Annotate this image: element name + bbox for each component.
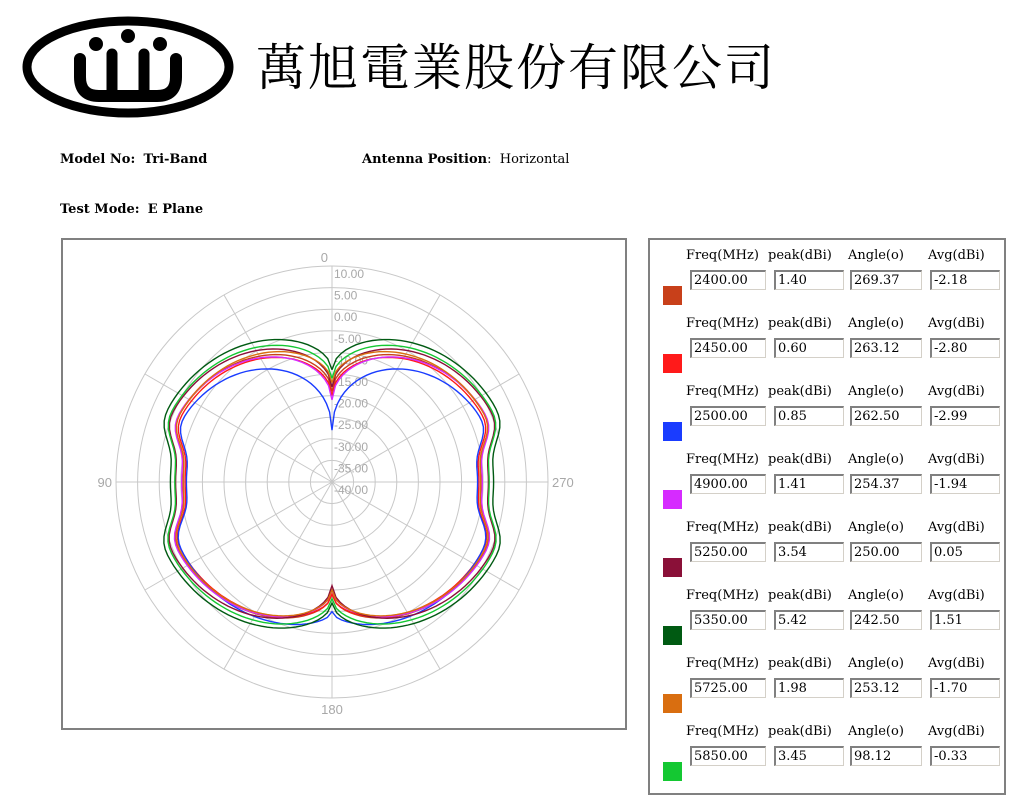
radial-tick-label: -30.00: [334, 439, 369, 454]
legend-header: peak(dBi): [768, 248, 832, 263]
legend-freq-field: 2500.00: [690, 406, 766, 426]
legend-header: peak(dBi): [768, 656, 832, 671]
legend-header: Avg(dBi): [928, 588, 985, 603]
grid-spoke: [332, 482, 440, 669]
legend-header: Angle(o): [848, 724, 904, 739]
legend-panel: [648, 238, 1006, 795]
legend-header: Avg(dBi): [928, 452, 985, 467]
legend-peak-field: 3.54: [774, 542, 844, 562]
legend-header: Angle(o): [848, 452, 904, 467]
grid-spoke: [332, 482, 519, 590]
angle-label: 180: [321, 702, 343, 717]
legend-freq-field: 2400.00: [690, 270, 766, 290]
legend-color-swatch: [663, 626, 682, 645]
legend-avg-field: 0.05: [930, 542, 1000, 562]
legend-color-swatch: [663, 762, 682, 781]
legend-avg-field: -2.18: [930, 270, 1000, 290]
polar-plot-frame: [61, 238, 627, 730]
legend-angle-field: 254.37: [850, 474, 922, 494]
legend-header: Avg(dBi): [928, 384, 985, 399]
legend-avg-field: -2.99: [930, 406, 1000, 426]
legend-header: Avg(dBi): [928, 248, 985, 263]
grid-spoke: [145, 374, 332, 482]
polar-plot: [63, 240, 625, 728]
legend-header: peak(dBi): [768, 316, 832, 331]
legend-header: Angle(o): [848, 588, 904, 603]
radial-tick-label: 5.00: [334, 288, 358, 303]
antenna-value: Horizontal: [499, 152, 570, 167]
legend-angle-field: 262.50: [850, 406, 922, 426]
test-mode-label: Test Mode:: [60, 202, 140, 217]
legend-freq-field: 5350.00: [690, 610, 766, 630]
antenna-position: Antenna Position: Horizontal: [362, 152, 570, 167]
legend-header: Angle(o): [848, 384, 904, 399]
legend-peak-field: 3.45: [774, 746, 844, 766]
legend-color-swatch: [663, 286, 682, 305]
test-mode: [60, 202, 203, 217]
legend-color-swatch: [663, 354, 682, 373]
legend-header: Avg(dBi): [928, 316, 985, 331]
radial-tick-label: -25.00: [334, 418, 369, 433]
legend-avg-field: -1.94: [930, 474, 1000, 494]
legend-item: [650, 580, 1004, 642]
radial-tick-label: 0.00: [334, 310, 358, 325]
legend-angle-field: 263.12: [850, 338, 922, 358]
legend-header: Freq(MHz): [686, 588, 759, 603]
legend-header: peak(dBi): [768, 520, 832, 535]
legend-header: Angle(o): [848, 656, 904, 671]
legend-freq-field: 5250.00: [690, 542, 766, 562]
radial-tick-label: -20.00: [334, 396, 369, 411]
company-name: 萬旭電業股份有限公司: [256, 39, 776, 97]
grid-spoke: [145, 482, 332, 590]
legend-peak-field: 1.41: [774, 474, 844, 494]
legend-item: [650, 512, 1004, 574]
legend-peak-field: 0.85: [774, 406, 844, 426]
model-label: Model No:: [60, 152, 136, 167]
legend-header: peak(dBi): [768, 724, 832, 739]
model-value: Tri-Band: [143, 152, 208, 167]
legend-header: Angle(o): [848, 316, 904, 331]
company-logo: [22, 14, 234, 120]
test-mode-value: E Plane: [147, 202, 204, 217]
legend-item: [650, 716, 1004, 778]
legend-freq-field: 4900.00: [690, 474, 766, 494]
legend-angle-field: 250.00: [850, 542, 922, 562]
legend-freq-field: 2450.00: [690, 338, 766, 358]
legend-header: Avg(dBi): [928, 520, 985, 535]
angle-label: 0: [320, 250, 328, 265]
legend-header: Avg(dBi): [928, 656, 985, 671]
radial-tick-label: -35.00: [334, 461, 369, 476]
legend-header: Freq(MHz): [686, 656, 759, 671]
legend-color-swatch: [663, 422, 682, 441]
legend-item: [650, 444, 1004, 506]
legend-peak-field: 1.40: [774, 270, 844, 290]
legend-peak-field: 0.60: [774, 338, 844, 358]
legend-header: Freq(MHz): [686, 248, 759, 263]
legend-peak-field: 5.42: [774, 610, 844, 630]
legend-avg-field: 1.51: [930, 610, 1000, 630]
radial-tick-label: 10.00: [334, 267, 365, 281]
legend-header: Freq(MHz): [686, 384, 759, 399]
legend-item: [650, 240, 1004, 302]
radial-tick-label: -10.00: [334, 353, 369, 368]
legend-header: Freq(MHz): [686, 316, 759, 331]
legend-avg-field: -2.80: [930, 338, 1000, 358]
legend-item: [650, 648, 1004, 710]
legend-color-swatch: [663, 490, 682, 509]
legend-header: Angle(o): [848, 520, 904, 535]
antenna-label: Antenna Position: [362, 152, 488, 167]
legend-angle-field: 242.50: [850, 610, 922, 630]
legend-freq-field: 5725.00: [690, 678, 766, 698]
grid-spoke: [224, 482, 332, 669]
model-number: [60, 152, 207, 167]
legend-color-swatch: [663, 558, 682, 577]
legend-angle-field: 253.12: [850, 678, 922, 698]
legend-color-swatch: [663, 694, 682, 713]
legend-header: Angle(o): [848, 248, 904, 263]
legend-header: Freq(MHz): [686, 452, 759, 467]
legend-header: Freq(MHz): [686, 724, 759, 739]
legend-freq-field: 5850.00: [690, 746, 766, 766]
radial-tick-label: -40.00: [334, 483, 369, 497]
legend-header: peak(dBi): [768, 452, 832, 467]
angle-label: 90: [97, 475, 112, 490]
legend-avg-field: -1.70: [930, 678, 1000, 698]
legend-angle-field: 98.12: [850, 746, 922, 766]
legend-peak-field: 1.98: [774, 678, 844, 698]
legend-item: [650, 376, 1004, 438]
legend-header: peak(dBi): [768, 384, 832, 399]
radial-tick-label: -5.00: [334, 331, 362, 346]
legend-item: [650, 308, 1004, 370]
legend-avg-field: -0.33: [930, 746, 1000, 766]
legend-header: Freq(MHz): [686, 520, 759, 535]
legend-angle-field: 269.37: [850, 270, 922, 290]
radial-tick-label: -15.00: [334, 375, 369, 389]
legend-header: peak(dBi): [768, 588, 832, 603]
angle-label: 270: [552, 475, 574, 490]
legend-header: Avg(dBi): [928, 724, 985, 739]
